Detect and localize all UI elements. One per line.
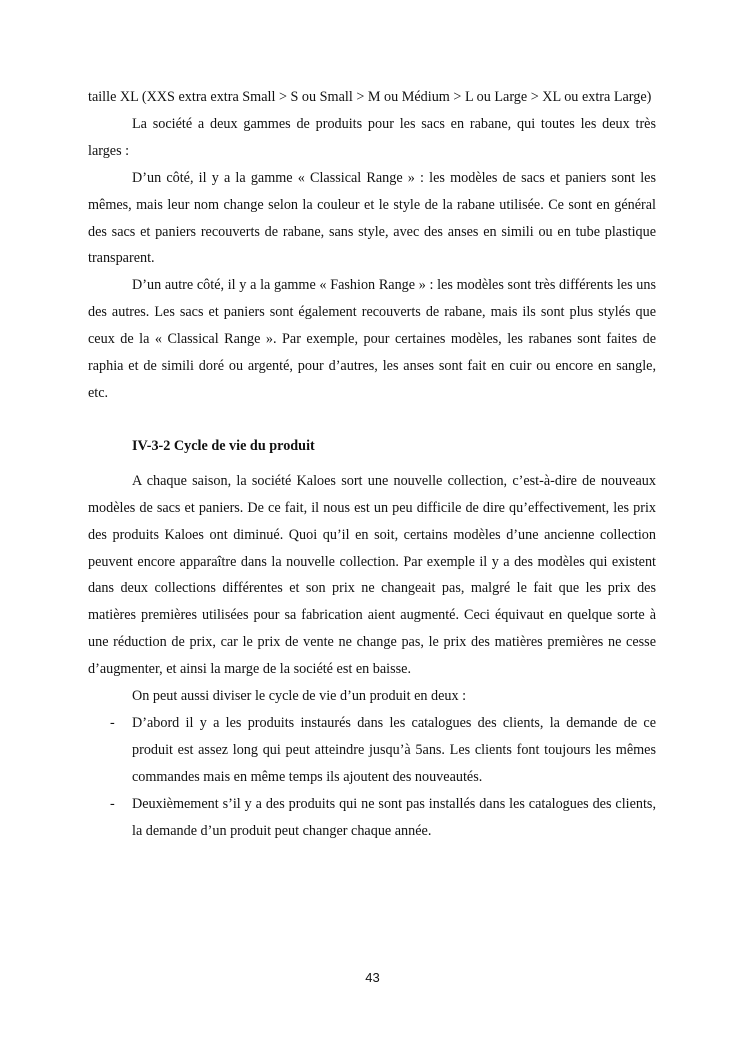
- list-item: [88, 710, 656, 791]
- paragraph-lifecycle-division: On peut aussi diviser le cycle de vie d’un produit en deux :: [132, 688, 467, 705]
- list-dash: -: [110, 714, 115, 731]
- document-page: [88, 84, 656, 844]
- paragraph-size-continuation: taille XL (XXS extra extra Small > S ou Small > M ou Médium > L ou Large > XL ou extra Large): [88, 89, 652, 105]
- heading-spacer: [88, 460, 656, 468]
- paragraph-product-lifecycle: A chaque saison, la société Kaloes sort une nouvelle collection, c’est-à-dire de nouveaux modèles de sacs et paniers. De ce fait, il nous est un peu difficile de dire qu’effectivement, les prix des produits Kaloes ont diminué. Quoi qu’il en soit, certains modèles d’une ancienne collection peuvent encore apparaître dans la nouvelle collection. Par exemple il y a des modèles qui existent dans deux collections différentes et son prix ne changeait pas, malgré le fait que les prix des matières premières utilisées pour sa fabrication aient augmenté. Ceci équivaut en quelque sorte à une réduction de prix, car le prix de vente ne change pas, le prix des matières premières ne cesse d’augmenter, et ainsi la marge de la société est en baisse.: [88, 472, 656, 678]
- section-spacer: [88, 407, 656, 433]
- list-dash: -: [110, 795, 115, 812]
- page-number: 43: [365, 970, 380, 985]
- section-heading: IV-3-2 Cycle de vie du produit: [132, 437, 315, 454]
- lifecycle-list: [88, 710, 656, 845]
- list-item-text: Deuxièmement s’il y a des produits qui ne sont pas installés dans les catalogues des clients, la demande d’un produit peut changer chaque année.: [132, 795, 656, 839]
- paragraph-classical-range: D’un côté, il y a la gamme « Classical Range » : les modèles de sacs et paniers sont les mêmes, mais leur nom change selon la couleur et le style de la rabane utilisée. Ce sont en général des sacs et paniers recouverts de rabane, sans style, avec des anses en simili ou en tube plastique transparent.: [88, 169, 656, 267]
- list-item: [88, 791, 656, 845]
- list-item-text: D’abord il y a les produits instaurés dans les catalogues des clients, la demande de ce produit est assez long qui peut atteindre jusqu’à 5ans. Les clients font toujours les mêmes commandes mais en même temps ils ajoutent des nouveautés.: [132, 714, 656, 785]
- paragraph-fashion-range: D’un autre côté, il y a la gamme « Fashion Range » : les modèles sont très différents les uns des autres. Les sacs et paniers sont également recouverts de rabane, mais ils sont plus stylés que ceux de la « Classical Range ». Par exemple, pour certaines modèles, les rabanes sont faites de raphia et de simili doré ou argenté, pour d’autres, les anses sont fait en cuir ou encore en sangle, etc.: [88, 277, 656, 401]
- paragraph-product-ranges: La société a deux gammes de produits pour les sacs en rabane, qui toutes les deux très larges :: [88, 115, 656, 159]
